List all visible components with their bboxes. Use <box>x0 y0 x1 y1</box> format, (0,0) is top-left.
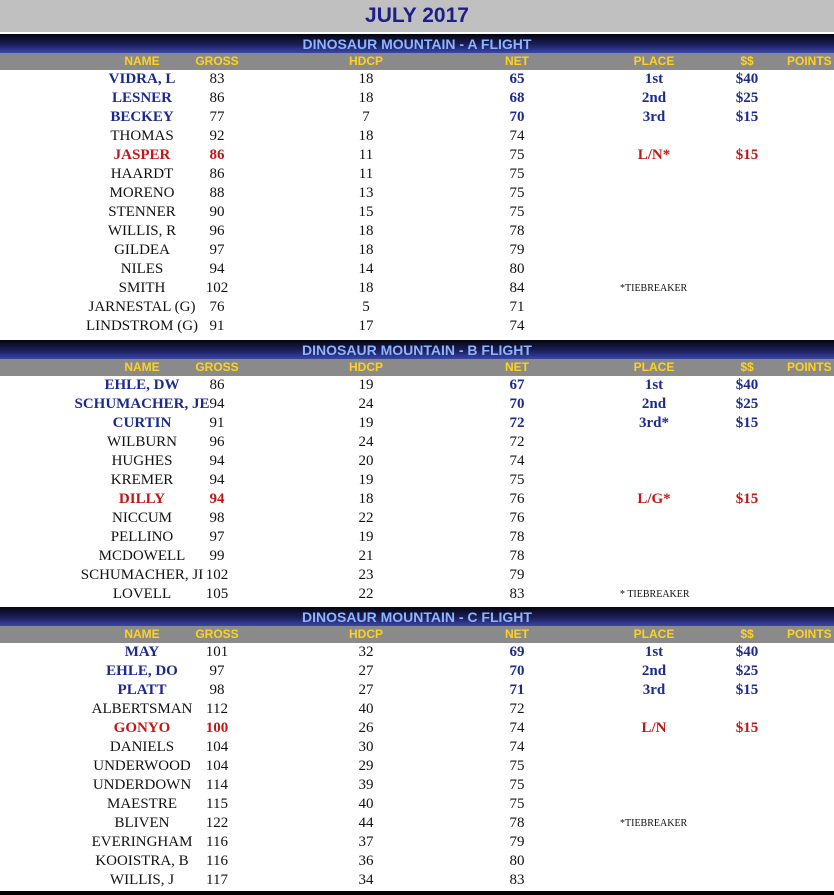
cell-place: 1st <box>644 644 664 660</box>
cell-name: THOMAS <box>110 128 174 144</box>
cell-name: BECKEY <box>110 109 174 125</box>
cell-hdcp: 7 <box>362 109 370 125</box>
cell-hdcp: 34 <box>358 872 374 888</box>
cell-gross: 116 <box>206 853 228 869</box>
table-row <box>0 643 834 662</box>
column-header-gross: GROSS <box>195 54 239 68</box>
cell-name: SCHUMACHER, JE <box>74 396 210 412</box>
table-row <box>0 871 834 890</box>
cell-name: DILLY <box>118 491 166 507</box>
cell-net: 78 <box>509 548 525 564</box>
cell-name: VIDRA, L <box>108 71 176 87</box>
column-header-hdcp: HDCP <box>348 54 384 68</box>
table-row <box>0 490 834 509</box>
column-header-row <box>0 626 834 643</box>
cell-gross: 86 <box>209 377 225 393</box>
column-header-place: PLACE <box>633 360 675 374</box>
tiebreaker-note: *TIEBREAKER <box>620 283 688 294</box>
table-row <box>0 127 834 146</box>
table-row <box>0 509 834 528</box>
cell-place: L/N* <box>637 147 671 163</box>
cell-net: 76 <box>509 491 525 507</box>
cell-name: STENNER <box>108 204 176 220</box>
cell-place: 2nd <box>641 90 667 106</box>
cell-name: JASPER <box>113 147 171 163</box>
column-header-name: NAME <box>124 360 160 374</box>
cell-gross: 97 <box>209 663 225 679</box>
column-header-name: NAME <box>124 54 160 68</box>
cell-net: 68 <box>509 90 525 106</box>
cell-hdcp: 18 <box>358 71 374 87</box>
cell-money: $25 <box>735 396 759 412</box>
cell-name: KREMER <box>110 472 174 488</box>
cell-hdcp: 24 <box>358 396 374 412</box>
cell-hdcp: 5 <box>362 299 370 315</box>
flight-header <box>0 340 834 359</box>
table-row <box>0 414 834 433</box>
column-header-row <box>0 53 834 70</box>
cell-gross: 117 <box>206 872 228 888</box>
cell-place: 1st <box>644 377 664 393</box>
cell-place: L/G* <box>637 491 671 507</box>
cell-hdcp: 15 <box>358 204 374 220</box>
table-row <box>0 260 834 279</box>
cell-hdcp: 44 <box>358 815 374 831</box>
table-row <box>0 528 834 547</box>
cell-hdcp: 19 <box>358 472 374 488</box>
cell-net: 72 <box>509 434 525 450</box>
cell-gross: 90 <box>209 204 225 220</box>
cell-name: ALBERTSMAN <box>91 701 193 717</box>
column-header-points: POINTS <box>787 627 832 641</box>
column-header-place: PLACE <box>633 627 675 641</box>
cell-net: 70 <box>509 663 525 679</box>
cell-gross: 104 <box>205 739 229 755</box>
cell-gross: 101 <box>205 644 229 660</box>
table-row <box>0 241 834 260</box>
cell-gross: 91 <box>209 318 225 334</box>
cell-hdcp: 17 <box>358 318 374 334</box>
cell-net: 79 <box>509 567 525 583</box>
cell-net: 79 <box>509 242 525 258</box>
cell-name: PELLINO <box>110 529 174 545</box>
cell-hdcp: 19 <box>358 529 374 545</box>
cell-place: 3rd* <box>639 415 669 431</box>
flight-section <box>0 607 834 890</box>
cell-net: 75 <box>509 777 525 793</box>
column-header-net: NET <box>505 360 529 374</box>
cell-gross: 86 <box>209 90 225 106</box>
cell-name: EHLE, DW <box>104 377 180 393</box>
flight-section <box>0 340 834 604</box>
cell-hdcp: 14 <box>358 261 374 277</box>
table-row <box>0 222 834 241</box>
cell-name: DANIELS <box>109 739 175 755</box>
cell-gross: 94 <box>209 396 225 412</box>
table-row <box>0 184 834 203</box>
cell-hdcp: 18 <box>358 223 374 239</box>
cell-name: LESNER <box>111 90 173 106</box>
cell-net: 75 <box>509 185 525 201</box>
cell-name: BLIVEN <box>114 815 170 831</box>
cell-name: PLATT <box>117 682 167 698</box>
cell-money: $15 <box>735 415 759 431</box>
table-row <box>0 317 834 336</box>
cell-name: NICCUM <box>111 510 173 526</box>
cell-name: WILBURN <box>107 434 177 450</box>
cell-net: 74 <box>509 318 525 334</box>
table-row <box>0 376 834 395</box>
table-row <box>0 547 834 566</box>
cell-money: $40 <box>735 71 759 87</box>
cell-gross: 97 <box>209 242 225 258</box>
table-row <box>0 108 834 127</box>
cell-gross: 91 <box>209 415 225 431</box>
cell-gross: 77 <box>209 109 225 125</box>
cell-name: EVERINGHAM <box>91 834 193 850</box>
cell-hdcp: 18 <box>358 128 374 144</box>
cell-net: 72 <box>509 415 525 431</box>
cell-money: $40 <box>735 644 759 660</box>
cell-name: MORENO <box>109 185 175 201</box>
cell-name: JARNESTAL (G) <box>88 299 196 315</box>
page-title: JULY 2017 <box>365 4 469 27</box>
flight-title: DINOSAUR MOUNTAIN - A FLIGHT <box>302 35 532 52</box>
cell-net: 75 <box>509 796 525 812</box>
table-row <box>0 165 834 184</box>
cell-name: HAARDT <box>110 166 174 182</box>
table-row <box>0 662 834 681</box>
cell-name: NILES <box>120 261 164 277</box>
cell-hdcp: 23 <box>358 567 374 583</box>
cell-gross: 76 <box>209 299 225 315</box>
cell-net: 70 <box>509 396 525 412</box>
table-row <box>0 89 834 108</box>
cell-net: 65 <box>509 71 525 87</box>
table-row <box>0 298 834 317</box>
cell-net: 76 <box>509 510 525 526</box>
cell-net: 75 <box>509 204 525 220</box>
cell-net: 79 <box>509 834 525 850</box>
cell-net: 75 <box>509 166 525 182</box>
cell-hdcp: 29 <box>358 758 374 774</box>
cell-hdcp: 37 <box>358 834 374 850</box>
cell-hdcp: 13 <box>358 185 374 201</box>
cell-hdcp: 30 <box>358 739 374 755</box>
column-header-money: $$ <box>740 627 754 641</box>
cell-net: 75 <box>509 472 525 488</box>
cell-gross: 86 <box>209 147 225 163</box>
column-header-money: $$ <box>740 54 754 68</box>
cell-net: 72 <box>509 701 525 717</box>
table-row <box>0 585 834 604</box>
cell-money: $15 <box>735 491 759 507</box>
cell-name: HUGHES <box>111 453 173 469</box>
table-row <box>0 395 834 414</box>
cell-net: 70 <box>509 109 525 125</box>
cell-gross: 116 <box>206 834 228 850</box>
cell-net: 67 <box>509 377 525 393</box>
cell-gross: 94 <box>209 491 225 507</box>
table-row <box>0 719 834 738</box>
cell-gross: 94 <box>209 453 225 469</box>
cell-name: SMITH <box>118 280 166 296</box>
cell-gross: 83 <box>209 71 225 87</box>
table-row <box>0 681 834 700</box>
cell-hdcp: 20 <box>358 453 374 469</box>
cell-name: CURTIN <box>112 415 172 431</box>
table-row <box>0 146 834 165</box>
cell-place: 2nd <box>641 396 667 412</box>
cell-hdcp: 19 <box>358 415 374 431</box>
cell-net: 84 <box>509 280 525 296</box>
cell-gross: 112 <box>206 701 228 717</box>
cell-place: 3rd <box>642 682 666 698</box>
cell-name: LINDSTROM (G) <box>85 318 199 334</box>
flight-header <box>0 34 834 53</box>
cell-gross: 97 <box>209 529 225 545</box>
cell-net: 71 <box>509 682 525 698</box>
cell-name: UNDERDOWN <box>92 777 192 793</box>
cell-gross: 122 <box>205 815 229 831</box>
cell-gross: 104 <box>205 758 229 774</box>
cell-hdcp: 11 <box>358 166 374 182</box>
cell-gross: 94 <box>209 261 225 277</box>
table-row <box>0 833 834 852</box>
cell-gross: 96 <box>209 434 225 450</box>
cell-net: 78 <box>509 815 525 831</box>
table-row <box>0 203 834 222</box>
column-header-money: $$ <box>740 360 754 374</box>
cell-name: EHLE, DO <box>106 663 178 679</box>
cell-hdcp: 18 <box>358 491 374 507</box>
cell-hdcp: 26 <box>358 720 374 736</box>
table-row <box>0 814 834 833</box>
column-header-hdcp: HDCP <box>348 627 384 641</box>
cell-name: LOVELL <box>112 586 172 602</box>
flight-section <box>0 34 834 336</box>
cell-net: 71 <box>509 299 525 315</box>
cell-net: 74 <box>509 453 525 469</box>
cell-money: $25 <box>735 663 759 679</box>
flight-title: DINOSAUR MOUNTAIN - B FLIGHT <box>302 341 532 358</box>
column-header-gross: GROSS <box>195 360 239 374</box>
cell-gross: 98 <box>209 510 225 526</box>
cell-net: 80 <box>509 853 525 869</box>
cell-net: 75 <box>509 147 525 163</box>
cell-net: 74 <box>509 739 525 755</box>
column-header-net: NET <box>505 627 529 641</box>
cell-net: 80 <box>509 261 525 277</box>
table-row <box>0 852 834 871</box>
tiebreaker-note: * TIEBREAKER <box>620 589 690 600</box>
flight-header <box>0 607 834 626</box>
cell-hdcp: 40 <box>358 796 374 812</box>
title-bar <box>0 0 834 32</box>
table-row <box>0 738 834 757</box>
cell-gross: 115 <box>206 796 228 812</box>
cell-net: 74 <box>509 128 525 144</box>
cell-hdcp: 19 <box>358 377 374 393</box>
cell-gross: 92 <box>209 128 225 144</box>
cell-gross: 100 <box>205 720 229 736</box>
cell-gross: 98 <box>209 682 225 698</box>
cell-name: MAY <box>124 644 160 660</box>
column-header-place: PLACE <box>633 54 675 68</box>
table-row <box>0 70 834 89</box>
cell-place: 3rd <box>642 109 666 125</box>
cell-name: GILDEA <box>114 242 170 258</box>
column-header-points: POINTS <box>787 54 832 68</box>
cell-gross: 102 <box>205 567 229 583</box>
column-header-row <box>0 359 834 376</box>
cell-gross: 102 <box>205 280 229 296</box>
cell-place: 1st <box>644 71 664 87</box>
cell-hdcp: 39 <box>358 777 374 793</box>
table-row <box>0 700 834 719</box>
cell-net: 83 <box>509 872 525 888</box>
bottom-divider <box>0 891 834 895</box>
cell-name: MAESTRE <box>106 796 178 812</box>
cell-name: SCHUMACHER, JI <box>80 567 204 583</box>
table-row <box>0 757 834 776</box>
cell-name: MCDOWELL <box>98 548 186 564</box>
cell-gross: 94 <box>209 472 225 488</box>
cell-hdcp: 24 <box>358 434 374 450</box>
cell-money: $25 <box>735 90 759 106</box>
cell-hdcp: 27 <box>358 663 374 679</box>
cell-hdcp: 22 <box>358 586 374 602</box>
cell-gross: 86 <box>209 166 225 182</box>
cell-net: 83 <box>509 586 525 602</box>
cell-hdcp: 32 <box>358 644 374 660</box>
table-row <box>0 452 834 471</box>
cell-gross: 96 <box>209 223 225 239</box>
cell-net: 74 <box>509 720 525 736</box>
table-row <box>0 433 834 452</box>
table-row <box>0 566 834 585</box>
table-row <box>0 279 834 298</box>
table-row <box>0 776 834 795</box>
cell-hdcp: 22 <box>358 510 374 526</box>
cell-net: 78 <box>509 223 525 239</box>
flight-title: DINOSAUR MOUNTAIN - C FLIGHT <box>302 608 532 625</box>
cell-hdcp: 21 <box>358 548 374 564</box>
cell-money: $15 <box>735 720 759 736</box>
cell-net: 75 <box>509 758 525 774</box>
cell-net: 69 <box>509 644 525 660</box>
cell-gross: 114 <box>206 777 228 793</box>
table-row <box>0 471 834 490</box>
cell-net: 78 <box>509 529 525 545</box>
column-header-gross: GROSS <box>195 627 239 641</box>
cell-hdcp: 36 <box>358 853 374 869</box>
cell-money: $15 <box>735 682 759 698</box>
cell-hdcp: 40 <box>358 701 374 717</box>
column-header-name: NAME <box>124 627 160 641</box>
cell-name: KOOISTRA, B <box>95 853 189 869</box>
column-header-net: NET <box>505 54 529 68</box>
cell-hdcp: 11 <box>358 147 374 163</box>
cell-gross: 105 <box>205 586 229 602</box>
cell-name: UNDERWOOD <box>93 758 191 774</box>
table-row <box>0 795 834 814</box>
tiebreaker-note: *TIEBREAKER <box>620 818 688 829</box>
cell-hdcp: 18 <box>358 242 374 258</box>
cell-hdcp: 18 <box>358 90 374 106</box>
cell-place: 2nd <box>641 663 667 679</box>
cell-money: $15 <box>735 109 759 125</box>
cell-name: GONYO <box>113 720 171 736</box>
cell-place: L/N <box>641 720 667 736</box>
cell-hdcp: 18 <box>358 280 374 296</box>
column-header-hdcp: HDCP <box>348 360 384 374</box>
cell-name: WILLIS, R <box>107 223 177 239</box>
column-header-points: POINTS <box>787 360 832 374</box>
cell-hdcp: 27 <box>358 682 374 698</box>
cell-money: $15 <box>735 147 759 163</box>
cell-gross: 99 <box>209 548 225 564</box>
cell-name: WILLIS, J <box>109 872 175 888</box>
cell-money: $40 <box>735 377 759 393</box>
cell-gross: 88 <box>209 185 225 201</box>
